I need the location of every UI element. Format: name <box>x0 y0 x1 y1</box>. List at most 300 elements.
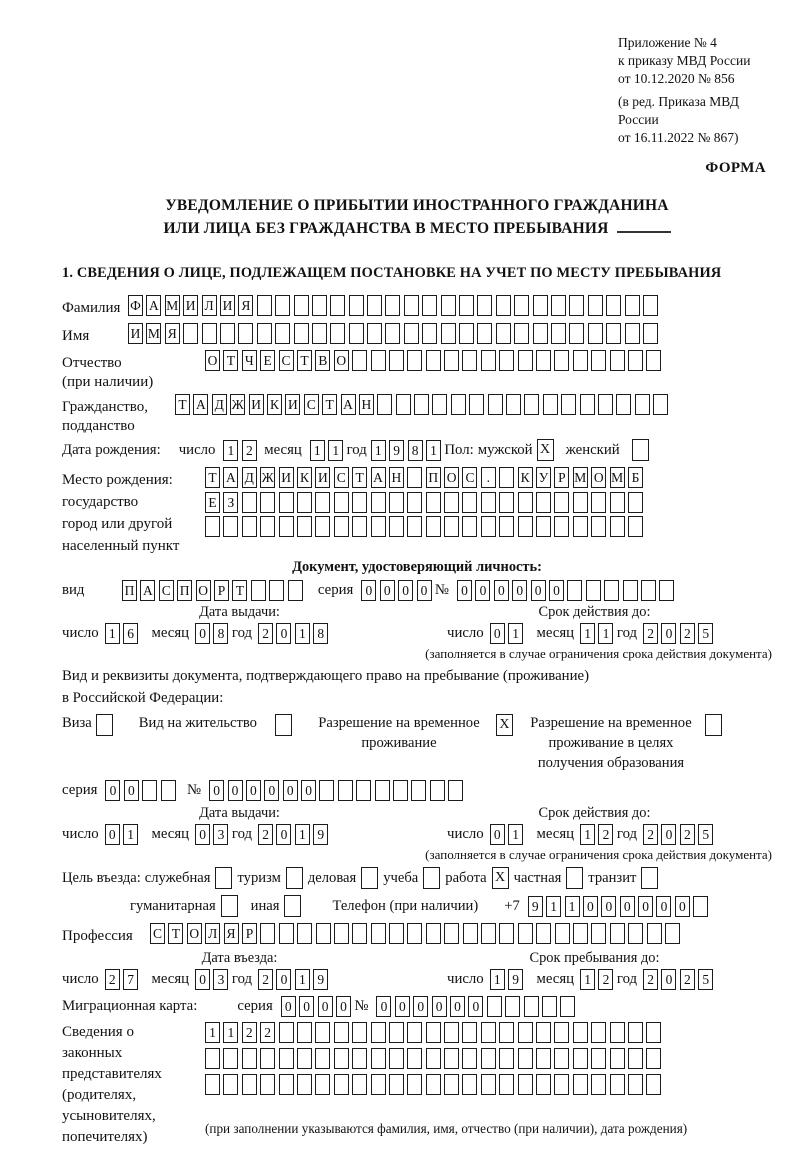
purpose-study-checkbox[interactable] <box>423 867 440 889</box>
char-cell[interactable]: 1 <box>371 440 386 461</box>
char-cell[interactable]: 2 <box>242 440 257 461</box>
char-cell[interactable] <box>330 295 345 316</box>
char-cell[interactable] <box>542 996 557 1017</box>
char-cell[interactable] <box>628 1022 643 1043</box>
purpose-tourism-checkbox[interactable] <box>286 867 303 889</box>
char-cell[interactable] <box>610 492 625 513</box>
char-cell[interactable] <box>610 1074 625 1095</box>
char-cell[interactable] <box>444 492 459 513</box>
char-cell[interactable]: Т <box>205 467 220 488</box>
char-cell[interactable]: 0 <box>450 996 465 1017</box>
residence-until-day[interactable] <box>490 824 527 845</box>
char-cell[interactable]: А <box>223 467 238 488</box>
char-cell[interactable] <box>459 323 474 344</box>
char-cell[interactable] <box>404 323 419 344</box>
migration-number-cells[interactable] <box>376 996 578 1017</box>
char-cell[interactable]: 1 <box>546 896 561 917</box>
char-cell[interactable] <box>389 1074 404 1095</box>
char-cell[interactable]: Е <box>205 492 220 513</box>
char-cell[interactable] <box>628 923 643 944</box>
char-cell[interactable] <box>312 295 327 316</box>
char-cell[interactable]: 8 <box>213 623 228 644</box>
char-cell[interactable] <box>371 1074 386 1095</box>
char-cell[interactable] <box>518 516 533 537</box>
char-cell[interactable] <box>242 516 257 537</box>
char-cell[interactable]: М <box>573 467 588 488</box>
char-cell[interactable]: Я <box>165 323 180 344</box>
char-cell[interactable] <box>279 923 294 944</box>
char-cell[interactable] <box>616 394 631 415</box>
char-cell[interactable]: 1 <box>295 623 310 644</box>
char-cell[interactable]: Р <box>242 923 257 944</box>
birth-place-row2-cells[interactable] <box>205 492 646 513</box>
char-cell[interactable] <box>426 516 441 537</box>
char-cell[interactable]: Я <box>238 295 253 316</box>
char-cell[interactable]: 0 <box>638 896 653 917</box>
char-cell[interactable] <box>426 350 441 371</box>
char-cell[interactable] <box>551 295 566 316</box>
char-cell[interactable]: 2 <box>242 1022 257 1043</box>
char-cell[interactable] <box>560 996 575 1017</box>
char-cell[interactable]: И <box>220 295 235 316</box>
char-cell[interactable]: И <box>315 467 330 488</box>
char-cell[interactable]: 0 <box>661 623 676 644</box>
char-cell[interactable] <box>385 323 400 344</box>
legal-reps-row1-cells[interactable] <box>205 1022 687 1043</box>
char-cell[interactable] <box>223 1048 238 1069</box>
char-cell[interactable] <box>573 516 588 537</box>
char-cell[interactable]: Т <box>322 394 337 415</box>
char-cell[interactable] <box>385 295 400 316</box>
char-cell[interactable] <box>297 1022 312 1043</box>
char-cell[interactable] <box>352 350 367 371</box>
entry-year[interactable] <box>258 969 332 990</box>
identity-issue-day[interactable] <box>105 623 142 644</box>
char-cell[interactable] <box>459 295 474 316</box>
char-cell[interactable] <box>414 394 429 415</box>
char-cell[interactable] <box>591 923 606 944</box>
char-cell[interactable]: В <box>315 350 330 371</box>
char-cell[interactable] <box>352 516 367 537</box>
char-cell[interactable]: И <box>285 394 300 415</box>
char-cell[interactable] <box>554 516 569 537</box>
char-cell[interactable] <box>334 1048 349 1069</box>
char-cell[interactable]: 5 <box>698 623 713 644</box>
char-cell[interactable]: 2 <box>105 969 120 990</box>
char-cell[interactable]: О <box>444 467 459 488</box>
char-cell[interactable] <box>444 350 459 371</box>
char-cell[interactable]: 0 <box>395 996 410 1017</box>
purpose-humanitarian-checkbox[interactable] <box>221 895 238 917</box>
char-cell[interactable]: А <box>146 295 161 316</box>
char-cell[interactable] <box>628 1048 643 1069</box>
char-cell[interactable] <box>275 323 290 344</box>
char-cell[interactable] <box>407 1022 422 1043</box>
char-cell[interactable]: 5 <box>698 824 713 845</box>
residence-series-cells[interactable] <box>105 780 179 801</box>
char-cell[interactable] <box>312 323 327 344</box>
char-cell[interactable]: Л <box>205 923 220 944</box>
char-cell[interactable]: 0 <box>490 824 505 845</box>
char-cell[interactable]: Д <box>212 394 227 415</box>
char-cell[interactable]: 0 <box>620 896 635 917</box>
char-cell[interactable] <box>426 492 441 513</box>
char-cell[interactable] <box>573 350 588 371</box>
char-cell[interactable] <box>536 492 551 513</box>
surname-cells[interactable] <box>128 295 661 316</box>
char-cell[interactable] <box>338 780 353 801</box>
char-cell[interactable]: 0 <box>195 623 210 644</box>
char-cell[interactable] <box>580 394 595 415</box>
char-cell[interactable]: Д <box>242 467 257 488</box>
residence-until-month[interactable] <box>580 824 617 845</box>
char-cell[interactable]: 1 <box>295 969 310 990</box>
char-cell[interactable] <box>536 1022 551 1043</box>
char-cell[interactable]: Ч <box>242 350 257 371</box>
char-cell[interactable] <box>533 295 548 316</box>
char-cell[interactable] <box>315 1074 330 1095</box>
char-cell[interactable] <box>499 923 514 944</box>
char-cell[interactable] <box>514 323 529 344</box>
char-cell[interactable] <box>352 1022 367 1043</box>
char-cell[interactable]: 0 <box>661 824 676 845</box>
char-cell[interactable] <box>279 1048 294 1069</box>
char-cell[interactable] <box>462 350 477 371</box>
char-cell[interactable]: С <box>462 467 477 488</box>
char-cell[interactable]: Е <box>260 350 275 371</box>
char-cell[interactable]: 1 <box>123 824 138 845</box>
residence-issue-year[interactable] <box>258 824 332 845</box>
char-cell[interactable]: Т <box>232 580 247 601</box>
char-cell[interactable]: 1 <box>490 969 505 990</box>
identity-until-month[interactable] <box>580 623 617 644</box>
char-cell[interactable]: 9 <box>528 896 543 917</box>
char-cell[interactable]: 9 <box>313 969 328 990</box>
char-cell[interactable] <box>371 516 386 537</box>
char-cell[interactable]: К <box>267 394 282 415</box>
char-cell[interactable] <box>488 394 503 415</box>
char-cell[interactable] <box>643 323 658 344</box>
char-cell[interactable]: 0 <box>195 824 210 845</box>
char-cell[interactable] <box>371 1022 386 1043</box>
char-cell[interactable]: М <box>610 467 625 488</box>
char-cell[interactable] <box>591 1074 606 1095</box>
char-cell[interactable]: П <box>177 580 192 601</box>
char-cell[interactable]: 3 <box>213 824 228 845</box>
char-cell[interactable] <box>371 1048 386 1069</box>
char-cell[interactable]: 1 <box>295 824 310 845</box>
char-cell[interactable]: 0 <box>276 623 291 644</box>
char-cell[interactable] <box>407 350 422 371</box>
char-cell[interactable]: Т <box>352 467 367 488</box>
purpose-official-checkbox[interactable] <box>215 867 232 889</box>
char-cell[interactable] <box>294 295 309 316</box>
char-cell[interactable] <box>628 350 643 371</box>
char-cell[interactable] <box>334 492 349 513</box>
char-cell[interactable] <box>536 1048 551 1069</box>
char-cell[interactable]: 0 <box>413 996 428 1017</box>
residence-number-cells[interactable] <box>209 780 466 801</box>
char-cell[interactable] <box>426 1074 441 1095</box>
given-name-cells[interactable] <box>128 323 661 344</box>
char-cell[interactable]: 0 <box>398 580 413 601</box>
char-cell[interactable] <box>432 394 447 415</box>
char-cell[interactable]: О <box>196 580 211 601</box>
char-cell[interactable] <box>499 1022 514 1043</box>
char-cell[interactable]: П <box>426 467 441 488</box>
char-cell[interactable]: О <box>205 350 220 371</box>
char-cell[interactable] <box>389 1048 404 1069</box>
char-cell[interactable]: 0 <box>283 780 298 801</box>
char-cell[interactable]: К <box>518 467 533 488</box>
char-cell[interactable]: 0 <box>361 580 376 601</box>
char-cell[interactable] <box>499 467 514 488</box>
char-cell[interactable] <box>554 492 569 513</box>
char-cell[interactable]: 2 <box>258 623 273 644</box>
char-cell[interactable] <box>319 780 334 801</box>
char-cell[interactable] <box>477 323 492 344</box>
char-cell[interactable] <box>279 1022 294 1043</box>
phone-cells[interactable] <box>528 896 712 917</box>
char-cell[interactable]: 0 <box>228 780 243 801</box>
char-cell[interactable]: Н <box>359 394 374 415</box>
char-cell[interactable] <box>444 516 459 537</box>
char-cell[interactable]: 8 <box>408 440 423 461</box>
purpose-work-checkbox[interactable]: X <box>492 867 509 889</box>
char-cell[interactable] <box>625 323 640 344</box>
char-cell[interactable]: А <box>193 394 208 415</box>
char-cell[interactable] <box>623 580 638 601</box>
char-cell[interactable] <box>481 350 496 371</box>
char-cell[interactable] <box>389 492 404 513</box>
char-cell[interactable]: 0 <box>432 996 447 1017</box>
char-cell[interactable] <box>518 1074 533 1095</box>
char-cell[interactable]: 0 <box>380 580 395 601</box>
char-cell[interactable]: 0 <box>276 969 291 990</box>
char-cell[interactable] <box>260 516 275 537</box>
birth-month-cells[interactable] <box>310 440 347 461</box>
char-cell[interactable]: 2 <box>258 824 273 845</box>
char-cell[interactable] <box>407 516 422 537</box>
char-cell[interactable] <box>518 1048 533 1069</box>
char-cell[interactable] <box>242 492 257 513</box>
char-cell[interactable] <box>573 923 588 944</box>
char-cell[interactable]: С <box>150 923 165 944</box>
char-cell[interactable] <box>610 1022 625 1043</box>
patronymic-cells[interactable] <box>205 350 665 371</box>
char-cell[interactable] <box>269 580 284 601</box>
char-cell[interactable]: 8 <box>313 623 328 644</box>
char-cell[interactable] <box>505 996 520 1017</box>
char-cell[interactable]: 9 <box>508 969 523 990</box>
entry-day[interactable] <box>105 969 142 990</box>
char-cell[interactable]: 2 <box>643 824 658 845</box>
char-cell[interactable]: Т <box>168 923 183 944</box>
char-cell[interactable] <box>646 1048 661 1069</box>
char-cell[interactable] <box>279 516 294 537</box>
birth-year-cells[interactable] <box>371 440 445 461</box>
char-cell[interactable]: 1 <box>508 623 523 644</box>
char-cell[interactable]: 2 <box>258 969 273 990</box>
char-cell[interactable] <box>496 323 511 344</box>
char-cell[interactable] <box>462 492 477 513</box>
char-cell[interactable] <box>496 295 511 316</box>
char-cell[interactable]: 0 <box>417 580 432 601</box>
char-cell[interactable] <box>411 780 426 801</box>
char-cell[interactable]: Т <box>175 394 190 415</box>
char-cell[interactable]: 0 <box>656 896 671 917</box>
char-cell[interactable] <box>591 516 606 537</box>
char-cell[interactable]: С <box>159 580 174 601</box>
char-cell[interactable]: С <box>334 467 349 488</box>
purpose-business-checkbox[interactable] <box>361 867 378 889</box>
char-cell[interactable] <box>297 1074 312 1095</box>
char-cell[interactable] <box>543 394 558 415</box>
char-cell[interactable] <box>499 350 514 371</box>
char-cell[interactable]: 0 <box>475 580 490 601</box>
char-cell[interactable]: А <box>371 467 386 488</box>
char-cell[interactable] <box>518 492 533 513</box>
char-cell[interactable] <box>407 923 422 944</box>
doc-series-cells[interactable] <box>361 580 435 601</box>
identity-until-day[interactable] <box>490 623 527 644</box>
char-cell[interactable] <box>393 780 408 801</box>
char-cell[interactable] <box>518 923 533 944</box>
char-cell[interactable] <box>205 1048 220 1069</box>
char-cell[interactable] <box>407 1048 422 1069</box>
char-cell[interactable]: 0 <box>264 780 279 801</box>
char-cell[interactable]: 0 <box>301 780 316 801</box>
char-cell[interactable] <box>367 295 382 316</box>
legal-reps-row2-cells[interactable] <box>205 1048 687 1069</box>
char-cell[interactable]: Р <box>554 467 569 488</box>
char-cell[interactable] <box>555 923 570 944</box>
char-cell[interactable] <box>288 580 303 601</box>
char-cell[interactable] <box>481 1022 496 1043</box>
residence-issue-month[interactable] <box>195 824 232 845</box>
char-cell[interactable] <box>279 492 294 513</box>
doc-number-cells[interactable] <box>457 580 678 601</box>
char-cell[interactable] <box>444 1022 459 1043</box>
char-cell[interactable]: Ж <box>230 394 245 415</box>
char-cell[interactable] <box>426 1048 441 1069</box>
char-cell[interactable]: 0 <box>512 580 527 601</box>
char-cell[interactable] <box>524 996 539 1017</box>
char-cell[interactable] <box>334 1074 349 1095</box>
char-cell[interactable] <box>161 780 176 801</box>
char-cell[interactable] <box>426 923 441 944</box>
temp-residence-checkbox[interactable]: X <box>496 714 513 736</box>
char-cell[interactable] <box>389 350 404 371</box>
char-cell[interactable]: 5 <box>698 969 713 990</box>
char-cell[interactable]: . <box>481 467 496 488</box>
char-cell[interactable] <box>260 1074 275 1095</box>
char-cell[interactable]: 9 <box>313 824 328 845</box>
char-cell[interactable] <box>242 1074 257 1095</box>
char-cell[interactable]: И <box>249 394 264 415</box>
char-cell[interactable] <box>260 923 275 944</box>
stay-until-day[interactable] <box>490 969 527 990</box>
male-checkbox[interactable]: X <box>537 439 554 461</box>
char-cell[interactable]: А <box>341 394 356 415</box>
char-cell[interactable] <box>375 780 390 801</box>
char-cell[interactable] <box>693 896 708 917</box>
char-cell[interactable] <box>598 394 613 415</box>
char-cell[interactable]: И <box>279 467 294 488</box>
char-cell[interactable] <box>367 323 382 344</box>
char-cell[interactable]: М <box>146 323 161 344</box>
char-cell[interactable] <box>487 996 502 1017</box>
char-cell[interactable]: Л <box>202 295 217 316</box>
char-cell[interactable] <box>371 350 386 371</box>
char-cell[interactable] <box>641 580 656 601</box>
char-cell[interactable] <box>352 1074 367 1095</box>
char-cell[interactable] <box>316 923 331 944</box>
char-cell[interactable] <box>334 516 349 537</box>
char-cell[interactable] <box>441 295 456 316</box>
char-cell[interactable] <box>422 323 437 344</box>
char-cell[interactable]: 0 <box>601 896 616 917</box>
char-cell[interactable] <box>591 1022 606 1043</box>
identity-issue-month[interactable] <box>195 623 232 644</box>
char-cell[interactable] <box>469 394 484 415</box>
char-cell[interactable] <box>610 516 625 537</box>
char-cell[interactable] <box>573 1048 588 1069</box>
char-cell[interactable] <box>356 780 371 801</box>
purpose-other-checkbox[interactable] <box>284 895 301 917</box>
char-cell[interactable]: Ж <box>260 467 275 488</box>
char-cell[interactable] <box>205 1074 220 1095</box>
char-cell[interactable] <box>444 1074 459 1095</box>
char-cell[interactable]: 1 <box>223 1022 238 1043</box>
char-cell[interactable] <box>238 323 253 344</box>
char-cell[interactable]: 1 <box>205 1022 220 1043</box>
char-cell[interactable]: 2 <box>680 623 695 644</box>
char-cell[interactable] <box>573 1022 588 1043</box>
char-cell[interactable]: И <box>183 295 198 316</box>
char-cell[interactable]: 1 <box>223 440 238 461</box>
char-cell[interactable] <box>315 492 330 513</box>
char-cell[interactable] <box>477 295 492 316</box>
char-cell[interactable] <box>352 1048 367 1069</box>
char-cell[interactable] <box>647 923 662 944</box>
char-cell[interactable] <box>554 1074 569 1095</box>
char-cell[interactable] <box>430 780 445 801</box>
visa-checkbox[interactable] <box>96 714 113 736</box>
identity-issue-year[interactable] <box>258 623 332 644</box>
birth-place-row1-cells[interactable] <box>205 467 646 488</box>
char-cell[interactable]: 9 <box>389 440 404 461</box>
char-cell[interactable]: 0 <box>468 996 483 1017</box>
char-cell[interactable]: 1 <box>328 440 343 461</box>
identity-until-year[interactable] <box>643 623 717 644</box>
char-cell[interactable]: П <box>122 580 137 601</box>
char-cell[interactable] <box>349 295 364 316</box>
char-cell[interactable] <box>554 1022 569 1043</box>
char-cell[interactable] <box>643 295 658 316</box>
char-cell[interactable] <box>554 1048 569 1069</box>
char-cell[interactable] <box>646 350 661 371</box>
char-cell[interactable] <box>352 923 367 944</box>
char-cell[interactable]: З <box>223 492 238 513</box>
char-cell[interactable] <box>451 394 466 415</box>
char-cell[interactable] <box>260 1048 275 1069</box>
char-cell[interactable] <box>297 923 312 944</box>
char-cell[interactable]: Н <box>389 467 404 488</box>
char-cell[interactable] <box>518 1022 533 1043</box>
female-checkbox[interactable] <box>632 439 649 461</box>
legal-reps-row3-cells[interactable] <box>205 1074 687 1095</box>
